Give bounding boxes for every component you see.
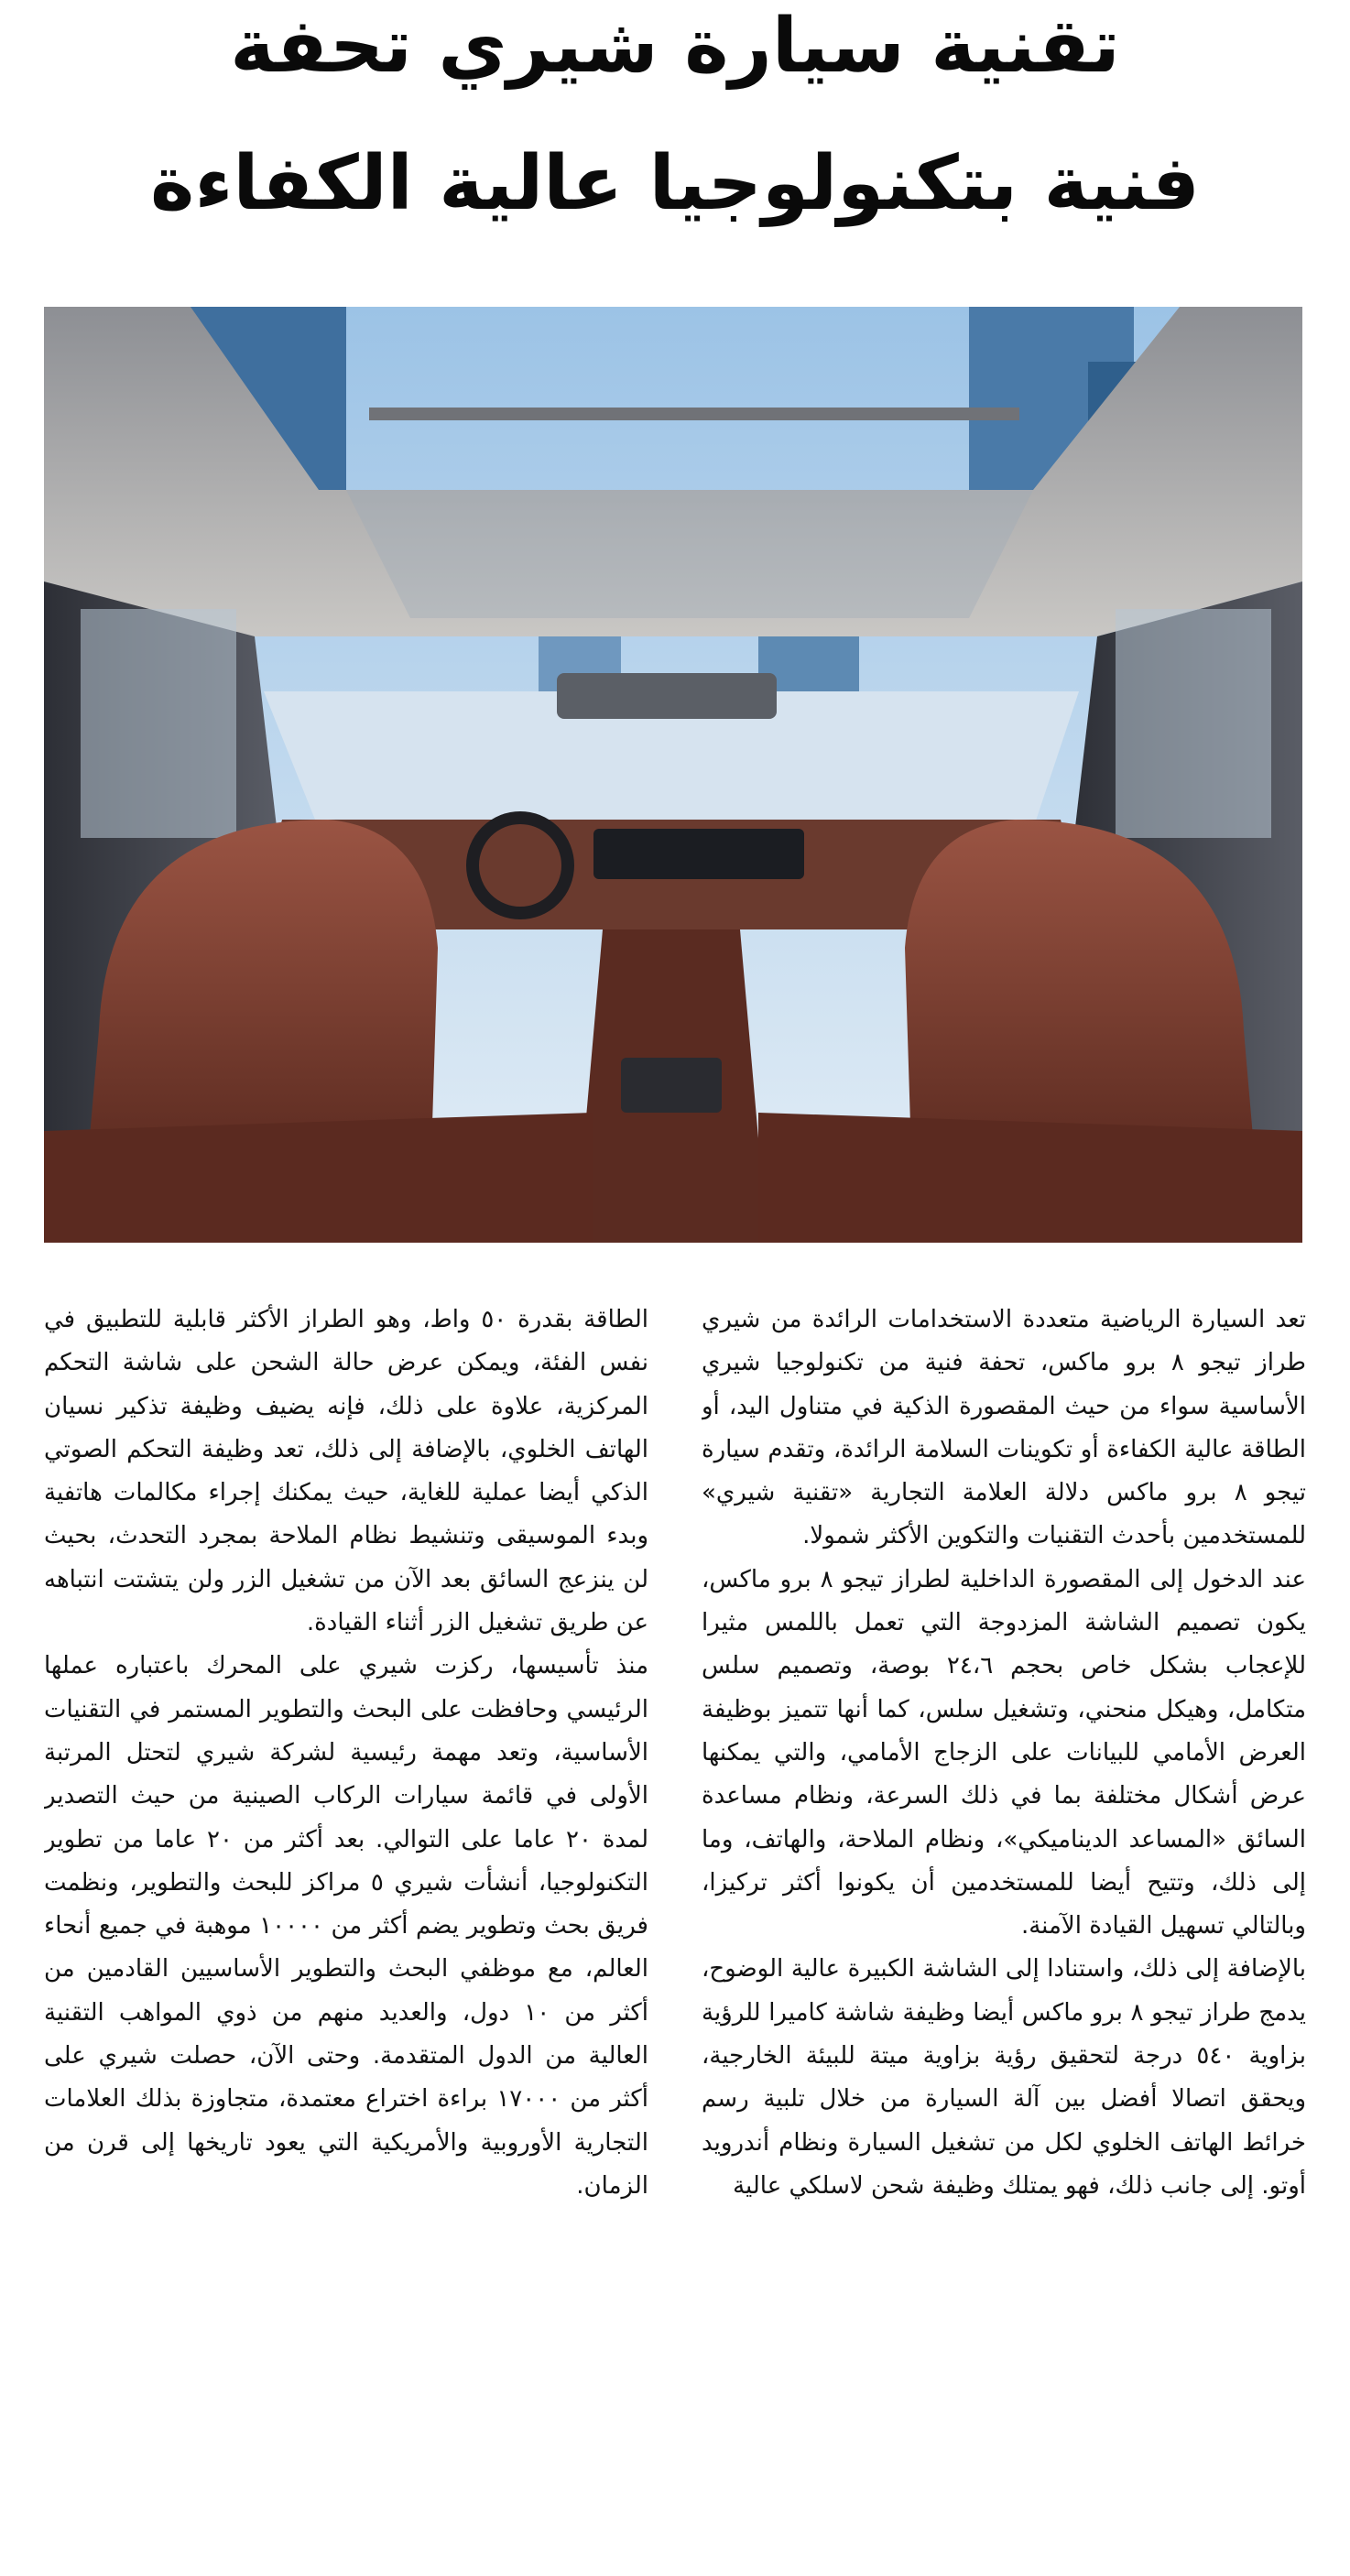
headline-line-1: تقنية سيارة شيري تحفة	[230, 3, 1120, 90]
paragraph: عند الدخول إلى المقصورة الداخلية لطراز تيجو ٨ برو ماكس، يكون تصميم الشاشة المزدوجة التي تعمل باللمس مثيرا للإعجاب بشكل خاص بحجم ٢٤،٦ بوصة، وتصميم سلس متكامل، وهيكل منحني، وتشغيل سلس، كما أنها تتميز بوظيفة العرض الأمامي للبيانات على الزجاج الأمامي، والتي يمكنها عرض أشكال مختلفة بما في ذلك السرعة، ونظام مساعدة السائق «المساعد الديناميكي»، ونظام الملاحة، والهاتف، وما إلى ذلك، وتتيح أيضا للمستخدمين أن يكونوا أكثر تركيزا، وبالتالي تسهيل القيادة الآمنة.	[702, 1565, 1306, 1940]
paragraph: بالإضافة إلى ذلك، واستنادا إلى الشاشة الكبيرة عالية الوضوح، يدمج طراز تيجو ٨ برو ماكس أيضا وظيفة شاشة كاميرا للرؤية بزاوية ٥٤٠ درجة لتحقيق رؤية بزاوية ميتة للبيئة الخارجية، ويحقق اتصالا أفضل بين آلة السيارة من خلال تلبية رسم خرائط الهاتف الخلوي لكل من تشغيل السيارة ونظام أندرويد أوتو. إلى جانب ذلك، فهو يمتلك وظيفة شحن لاسلكي عالية	[702, 1955, 1306, 2200]
paragraph: الطاقة بقدرة ٥٠ واط، وهو الطراز الأكثر قابلية للتطبيق في نفس الفئة، ويمكن عرض حالة الشحن على شاشة التحكم المركزية، علاوة على ذلك، فإنه يضيف وظيفة تذكير نسيان الهاتف الخلوي، بالإضافة إلى ذلك، تعد وظيفة التحكم الصوتي الذكي أيضا عملية للغاية، حيث يمكنك إجراء مكالمات هاتفية وبدء الموسيقى وتنشيط نظام الملاحة بمجرد التحدث، بحيث لن ينزعج السائق بعد الآن من تشغيل الزر ولن يتشتت انتباهه عن طريق تشغيل الزر أثناء القيادة.	[44, 1306, 648, 1637]
paragraph: منذ تأسيسها، ركزت شيري على المحرك باعتباره عملها الرئيسي وحافظت على البحث والتطوير المستمر في التقنيات الأساسية، وتعد مهمة رئيسية لشركة شيري لتحتل المرتبة الأولى في قائمة سيارات الركاب الصينية من حيث التصدير لمدة ٢٠ عاما على التوالي. بعد أكثر من ٢٠ عاما من تطوير التكنولوجيا، أنشأت شيري ٥ مراكز للبحث والتطوير، ونظمت فريق بحث وتطوير يضم أكثر من ١٠٠٠٠ موهبة في جميع أنحاء العالم، مع موظفي البحث والتطوير الأساسيين القادمين من أكثر من ١٠ دول، والعديد منهم من ذوي المواهب التقنية العالية من الدول المتقدمة. وحتى الآن، حصلت شيري على أكثر من ١٧٠٠٠ براءة اختراع معتمدة، متجاوزة بذلك العلامات التجارية الأوروبية والأمريكية التي يعود تاريخها إلى قرن من الزمان.	[44, 1652, 648, 2200]
headline-line-2: فنية بتكنولوجيا عالية الكفاءة	[150, 140, 1200, 227]
car-interior-photo	[44, 307, 1302, 1243]
paragraph: تعد السيارة الرياضية متعددة الاستخدامات الرائدة من شيري طراز تيجو ٨ برو ماكس، تحفة فنية من تكنولوجيا شيري الأساسية سواء من حيث المقصورة الذكية في متناول اليد، أو الطاقة عالية الكفاءة أو تكوينات السلامة الرائدة، وتقدم سيارة تيجو ٨ برو ماكس دلالة العلامة التجارية «تقنية شيري» للمستخدمين بأحدث التقنيات والتكوين الأكثر شمولا.	[702, 1306, 1306, 1550]
article-column-left	[44, 1299, 648, 2562]
article-column-right	[702, 1299, 1306, 2562]
